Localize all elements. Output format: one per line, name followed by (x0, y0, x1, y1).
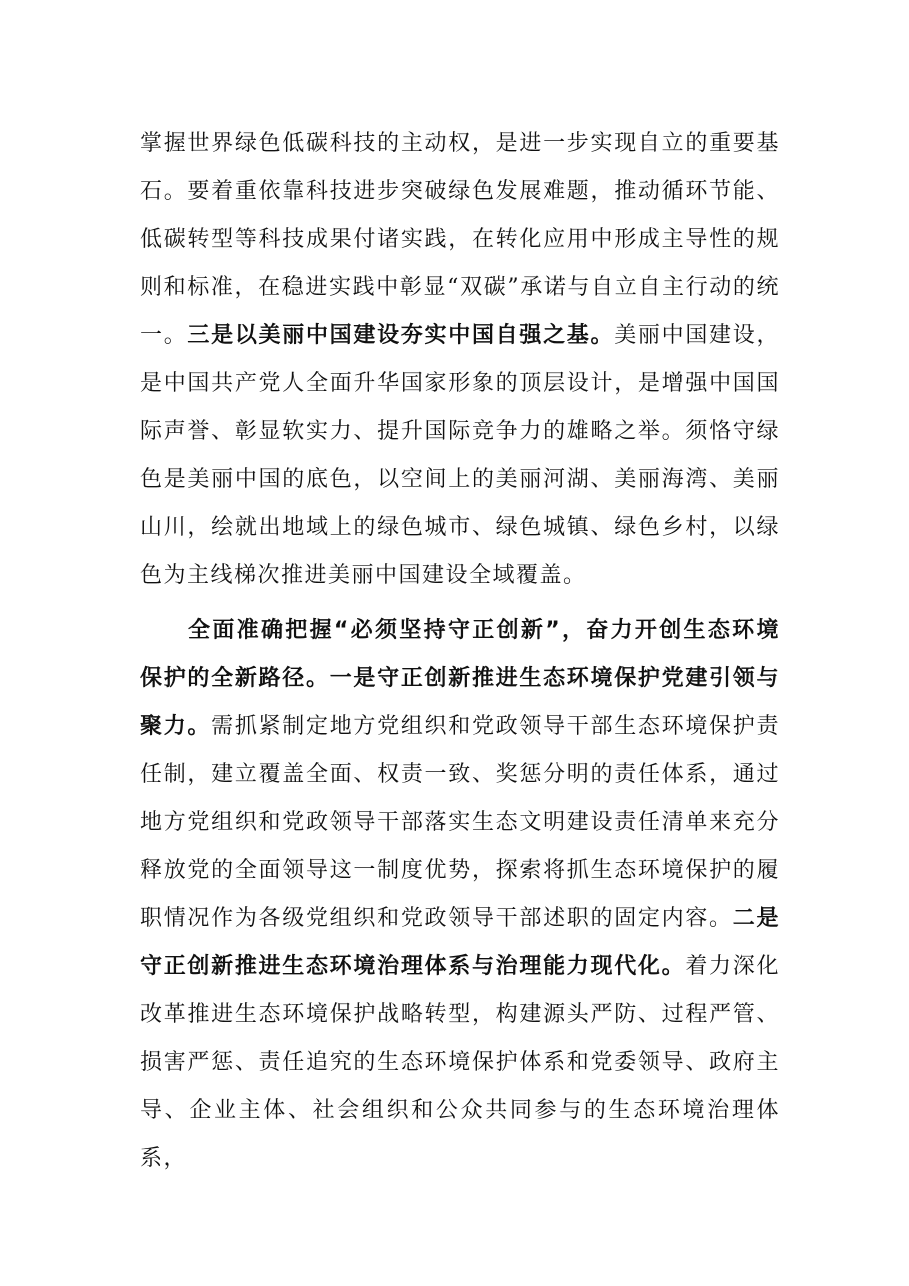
paragraph-1 (140, 120, 780, 600)
paragraph-2-heading-1: 全面准确把握“必须坚持守正创新”，奋力开创生态环境保护的全新路径。一是守正创新推进生态环境保护党建引领与聚力。 (140, 618, 780, 739)
paragraph-1-heading-3: 三是以美丽中国建设夯实中国自强之基。 (187, 323, 615, 348)
document-body (140, 120, 780, 1183)
paragraph-2-text-2: 着力深化改革推进生态环境保护战略转型，构建源头严防、过程严管、损害严惩、责任追究的生态环境保护体系和党委领导、政府主导、企业主体、社会组织和公众共同参与的生态环境治理体系， (140, 954, 780, 1171)
paragraph-2 (140, 607, 780, 1183)
paragraph-2-heading-2: 二是守正创新推进生态环境治理体系与治理能力现代化。 (140, 906, 780, 979)
paragraph-2-text-1: 需抓紧制定地方党组织和党政领导干部生态环境保护责任制，建立覆盖全面、权责一致、奖惩分明的责任体系，通过地方党组织和党政领导干部落实生态文明建设责任清单来充分释放党的全面领导这一制度优势，探索将抓生态环境保护的履职情况作为各级党组织和党政领导干部述职的固定内容。 (140, 714, 780, 931)
paragraph-1-text-2: 美丽中国建设，是中国共产党人全面升华国家形象的顶层设计，是增强中国国际声誉、彰显软实力、提升国际竞争力的雄略之举。须恪守绿色是美丽中国的底色，以空间上的美丽河湖、美丽海湾、美丽山川，绘就出地域上的绿色城市、绿色城镇、绿色乡村，以绿色为主线梯次推进美丽中国建设全域覆盖。 (140, 323, 780, 588)
paragraph-1-text-1: 掌握世界绿色低碳科技的主动权，是进一步实现自立的重要基石。要着重依靠科技进步突破绿色发展难题，推动循环节能、低碳转型等科技成果付诸实践，在转化应用中形成主导性的规则和标准，在稳进实践中彰显“双碳”承诺与自立自主行动的统一。 (140, 131, 780, 348)
